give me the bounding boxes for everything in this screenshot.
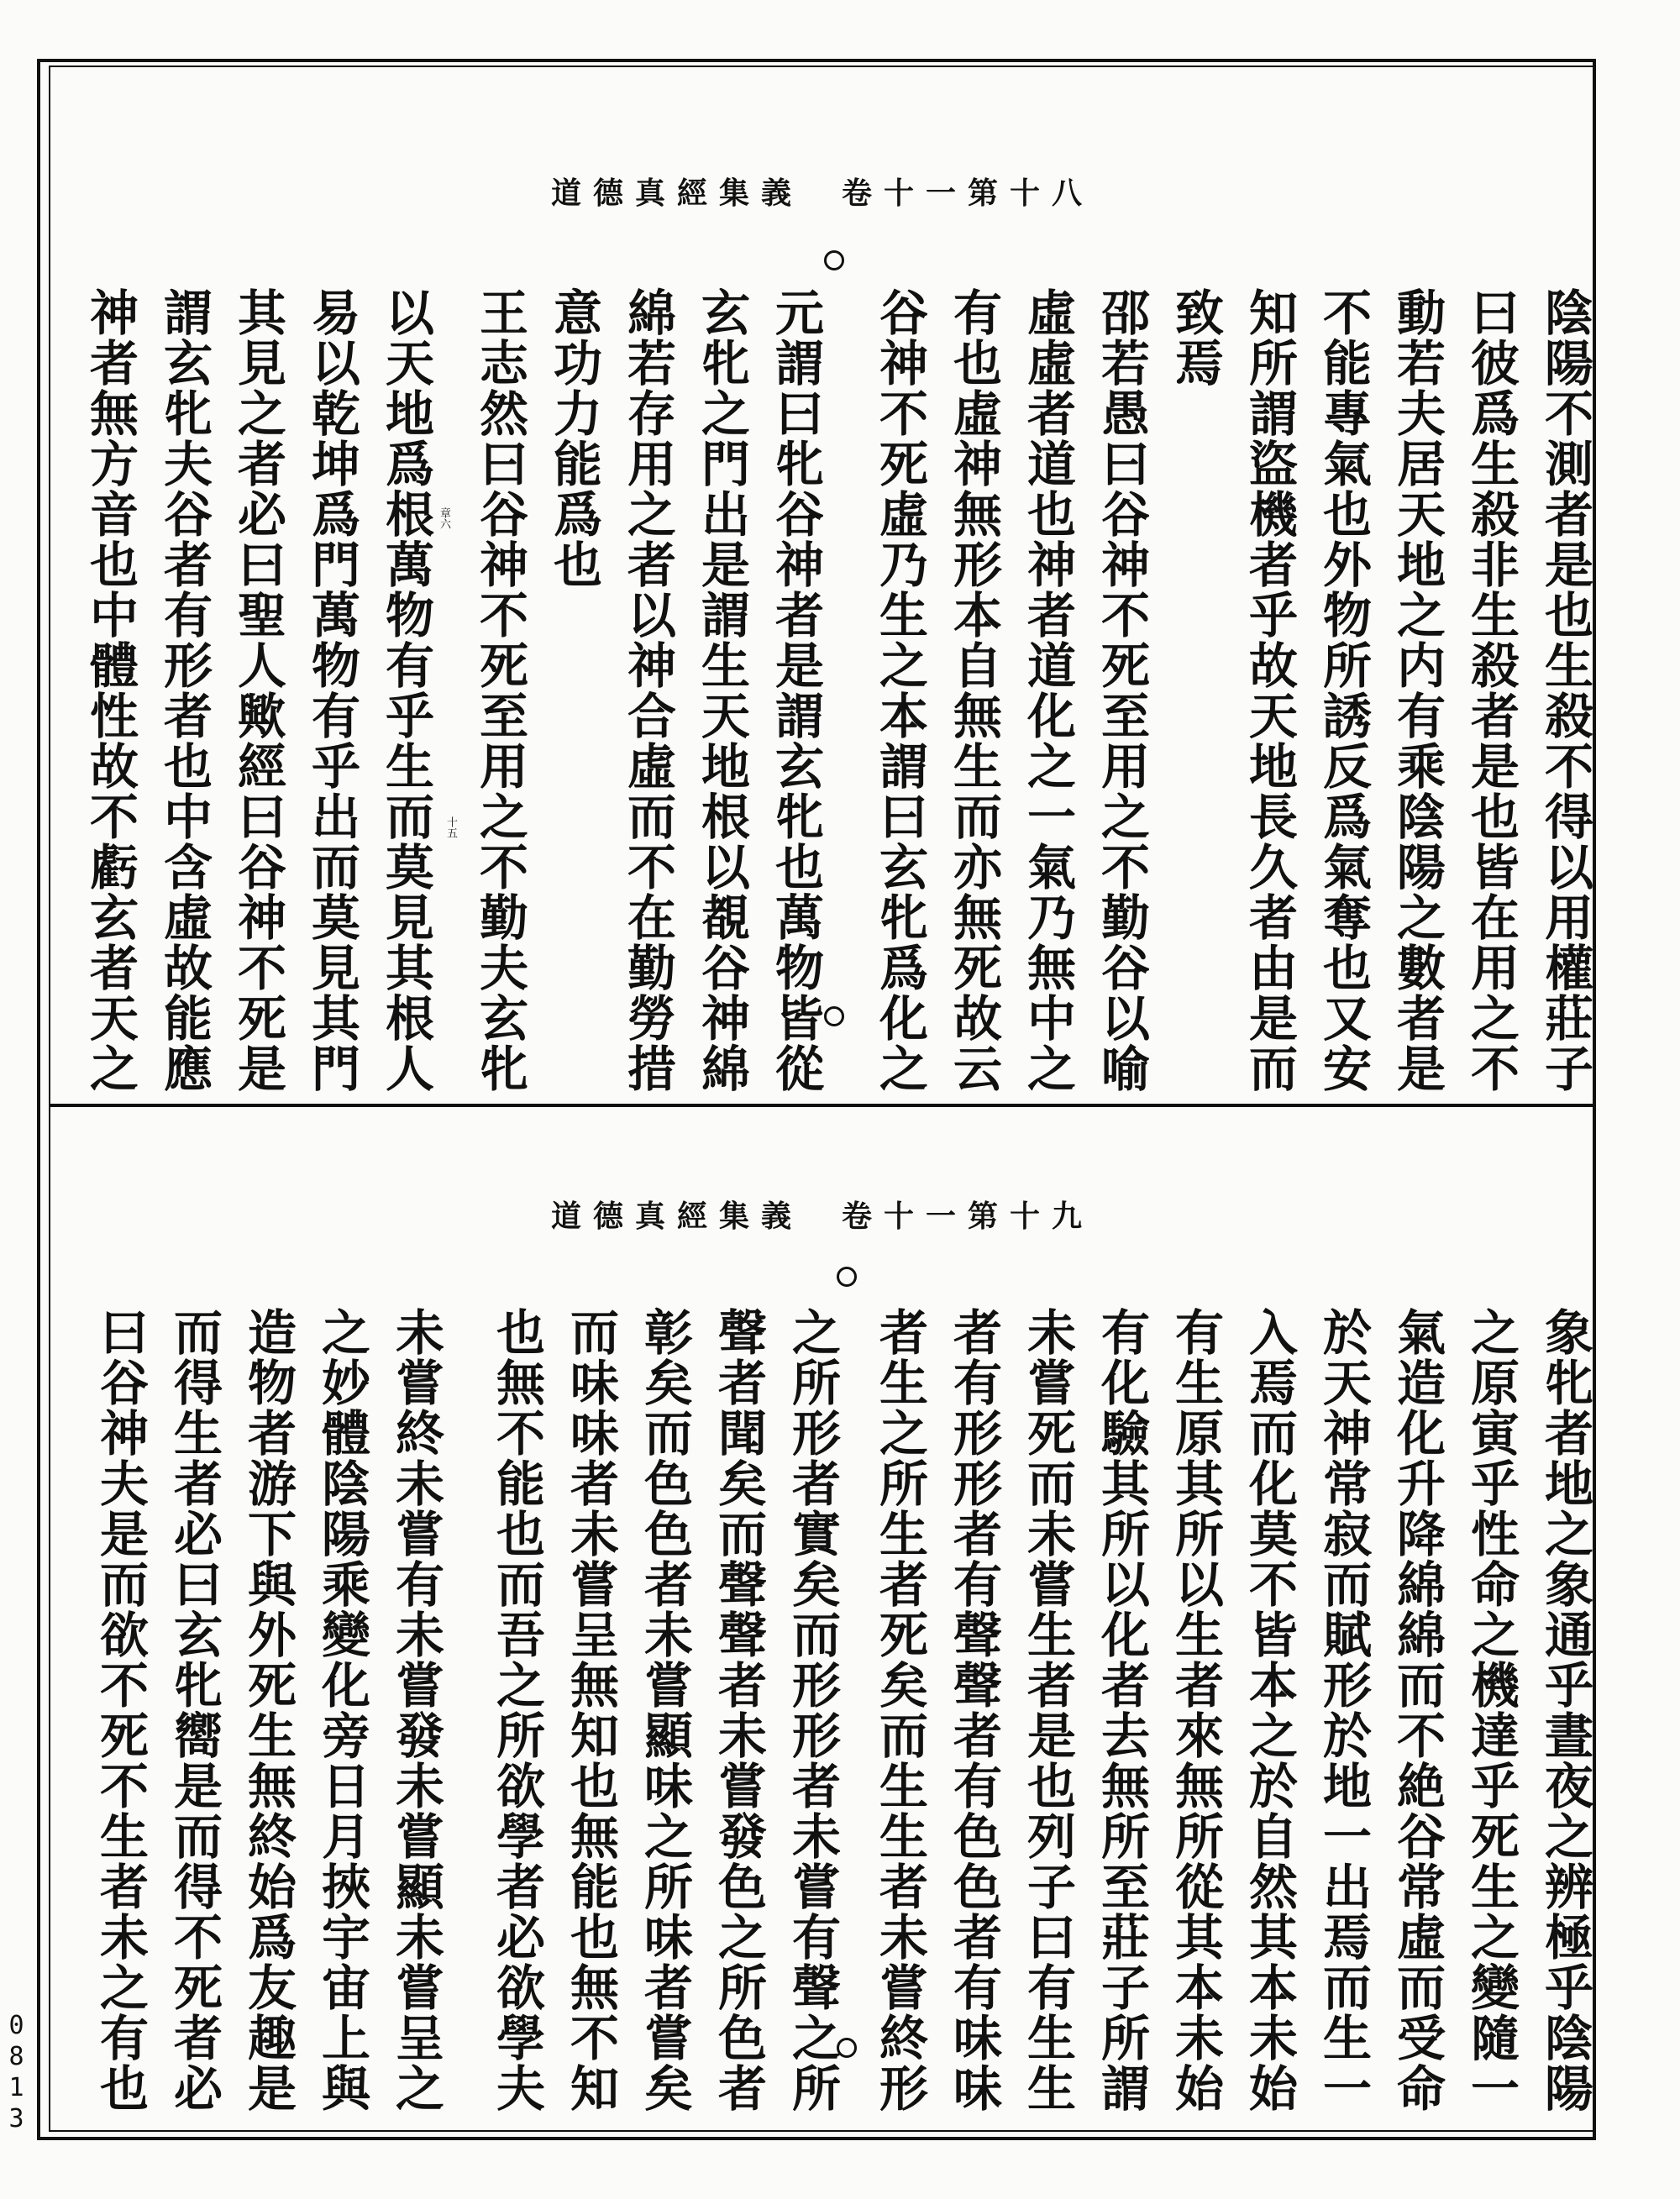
text-column: 之妙體陰陽乘變化旁日月挾宇宙上與 bbox=[313, 1307, 370, 2113]
section-marker-circle bbox=[837, 1267, 857, 1287]
text-column: 元謂曰牝谷神者是謂玄牝也萬物皆從 bbox=[767, 287, 824, 1094]
text-column: 有也虛神無形本自無生而亦無死故云 bbox=[945, 287, 1002, 1094]
text-column: 入焉而化莫不皆本之於自然其本未始 bbox=[1241, 1307, 1298, 2113]
text-column: 虛虛者道也神者道化之一氣乃無中之 bbox=[1019, 287, 1076, 1094]
top-header-title: 道德真經集義 bbox=[550, 176, 803, 211]
line-note: 章六 bbox=[438, 507, 450, 529]
text-column: 綿若存用之者以神合虛而不在勤勞措 bbox=[619, 287, 676, 1094]
bottom-panel-header bbox=[52, 1193, 1593, 1236]
text-column: 谷神不死虛乃生之本謂曰玄牝爲化之 bbox=[871, 287, 928, 1094]
text-column: 之所形者實矣而形形者未嘗有聲之所 bbox=[784, 1307, 841, 2113]
text-column: 未嘗終未嘗有未嘗發未嘗顯未嘗呈之 bbox=[387, 1307, 444, 2113]
text-column: 不能專氣也外物所誘反爲氣奪也又安 bbox=[1315, 287, 1372, 1094]
text-column: 曰谷神夫是而欲不死不生者未之有也 bbox=[92, 1307, 149, 2113]
text-column: 易以乾坤爲門萬物有乎出而莫見其門 bbox=[303, 287, 360, 1094]
text-column: 神者無方音也中體性故不虧玄者天之 bbox=[81, 287, 139, 1094]
text-column: 之原寅乎性命之機達乎死生之變隨一 bbox=[1462, 1307, 1520, 2113]
text-column: 於天神常寂而賦形於地一出焉而生一 bbox=[1315, 1307, 1372, 2113]
text-column: 有化驗其所以化者去無所至莊子所謂 bbox=[1093, 1307, 1150, 2113]
bottom-header-title: 道德真經集義 bbox=[550, 1199, 803, 1234]
section-marker-circle bbox=[824, 250, 844, 270]
bottom-panel bbox=[52, 1109, 1593, 2128]
text-column: 彰矣而色色者未嘗顯味之所味者嘗矣 bbox=[636, 1307, 693, 2113]
text-column: 動若夫居天地之内有乘陰陽之數者是 bbox=[1389, 287, 1446, 1094]
text-column: 以天地爲根萬物有乎生而莫見其根人 bbox=[377, 287, 434, 1094]
text-column: 陰陽不測者是也生殺不得以用權莊子 bbox=[1536, 287, 1593, 1094]
top-panel bbox=[52, 71, 1593, 1100]
bottom-header-volume: 卷十一第十九 bbox=[842, 1199, 1095, 1234]
text-column: 意功力能爲也 bbox=[545, 287, 602, 590]
text-column: 者生之所生者死矣而生生者未嘗終形 bbox=[871, 1307, 928, 2113]
text-column: 知所謂盜機者乎故天地長久者由是而 bbox=[1241, 287, 1298, 1094]
text-column: 王志然曰谷神不死至用之不勤夫玄牝 bbox=[471, 287, 528, 1094]
text-column: 氣造化升降綿綿而不絶谷常虛而受命 bbox=[1389, 1307, 1446, 2113]
text-column: 致焉 bbox=[1167, 287, 1224, 388]
text-column: 而得生者必曰玄牝嚮是而得不死者必 bbox=[165, 1307, 223, 2113]
text-column: 者有形形者有聲聲者有色色者有味味 bbox=[945, 1307, 1002, 2113]
text-column: 也無不能也而吾之所欲學者必欲學夫 bbox=[488, 1307, 545, 2113]
text-column: 聲者聞矣而聲聲者未嘗發色之所色者 bbox=[710, 1307, 767, 2113]
section-marker-circle bbox=[824, 1006, 844, 1026]
text-column: 玄牝之門出是謂生天地根以覩谷神綿 bbox=[693, 287, 750, 1094]
text-column: 而味味者未嘗呈無知也無能也無不知 bbox=[562, 1307, 619, 2113]
text-column: 造物者游下與外死生無終始爲友趣是 bbox=[239, 1307, 297, 2113]
text-column: 未嘗死而未嘗生者是也列子曰有生生 bbox=[1019, 1307, 1076, 2113]
text-column: 其見之者必曰聖人歟經曰谷神不死是 bbox=[229, 287, 286, 1094]
panel-divider bbox=[49, 1104, 1594, 1107]
text-column: 象牝者地之象通乎晝夜之辨極乎陰陽 bbox=[1536, 1307, 1593, 2113]
text-column: 有生原其所以生者來無所從其本未始 bbox=[1167, 1307, 1224, 2113]
text-column: 謂玄牝夫谷者有形者也中含虛故能應 bbox=[155, 287, 213, 1094]
text-column: 曰彼爲生殺非生殺者是也皆在用之不 bbox=[1462, 287, 1520, 1094]
text-column: 邵若愚曰谷神不死至用之不勤谷以喻 bbox=[1093, 287, 1150, 1094]
line-note: 十五 bbox=[444, 816, 457, 838]
top-panel-header bbox=[52, 170, 1593, 213]
page-number: 0813 bbox=[2, 2011, 31, 2135]
top-header-volume: 卷十一第十八 bbox=[842, 176, 1095, 211]
